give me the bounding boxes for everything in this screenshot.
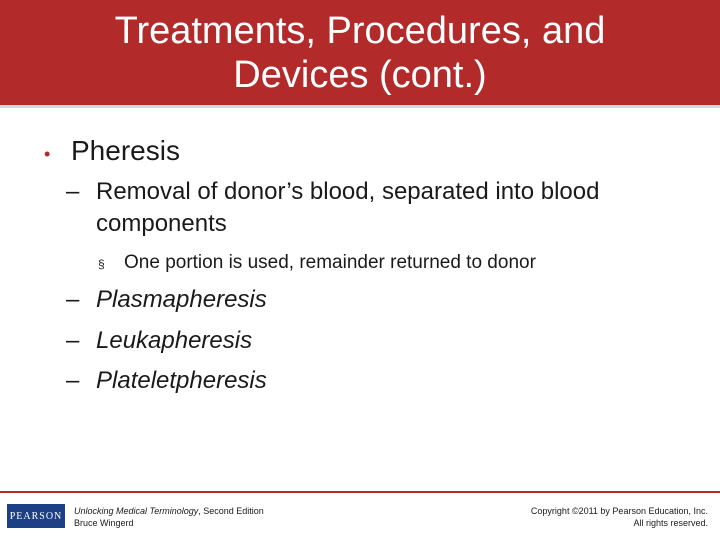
- dash-marker: –: [66, 178, 80, 205]
- sub-bullet-text: Plasmapheresis: [96, 286, 267, 313]
- sub-bullet-text: Plateletpheresis: [96, 367, 267, 394]
- footer-copyright: [531, 505, 708, 529]
- title-divider: [0, 105, 720, 108]
- slide-title-line-2: Devices (cont.): [233, 53, 487, 96]
- sub-bullet-removal: [66, 176, 686, 240]
- sub-bullet-plasmapheresis: [66, 284, 686, 316]
- sub-bullet-text: Removal of donor’s blood, separated into blood components: [96, 178, 600, 237]
- square-marker: §: [98, 257, 105, 271]
- sub-sub-bullet-text: One portion is used, remainder returned to donor: [124, 252, 536, 273]
- bullet-marker: •: [44, 144, 51, 164]
- footer-book-info: [74, 505, 264, 529]
- pearson-logo: PEARSON: [7, 504, 65, 528]
- footer-rule: [0, 491, 720, 493]
- dash-marker: –: [66, 327, 80, 354]
- rights-text: All rights reserved.: [633, 518, 708, 528]
- slide-title: [20, 9, 700, 97]
- copyright-text: Copyright ©2011 by Pearson Education, Inc.: [530, 506, 708, 516]
- book-author: Bruce Wingerd: [74, 518, 134, 528]
- sub-bullet-plateletpheresis: [66, 365, 686, 397]
- sub-sub-bullet: [98, 250, 698, 277]
- main-bullet-text: Pheresis: [71, 135, 180, 166]
- slide-title-line-1: Treatments, Procedures, and: [114, 9, 606, 52]
- dash-marker: –: [66, 286, 80, 313]
- book-edition: , Second Edition: [198, 506, 264, 516]
- dash-marker: –: [66, 367, 80, 394]
- sub-bullet-text: Leukapheresis: [96, 327, 253, 354]
- book-title-line: [74, 505, 264, 517]
- sub-bullet-leukapheresis: [66, 325, 686, 357]
- main-bullet: [44, 132, 180, 173]
- book-title: Unlocking Medical Terminology: [74, 506, 199, 516]
- title-bar: [0, 0, 720, 105]
